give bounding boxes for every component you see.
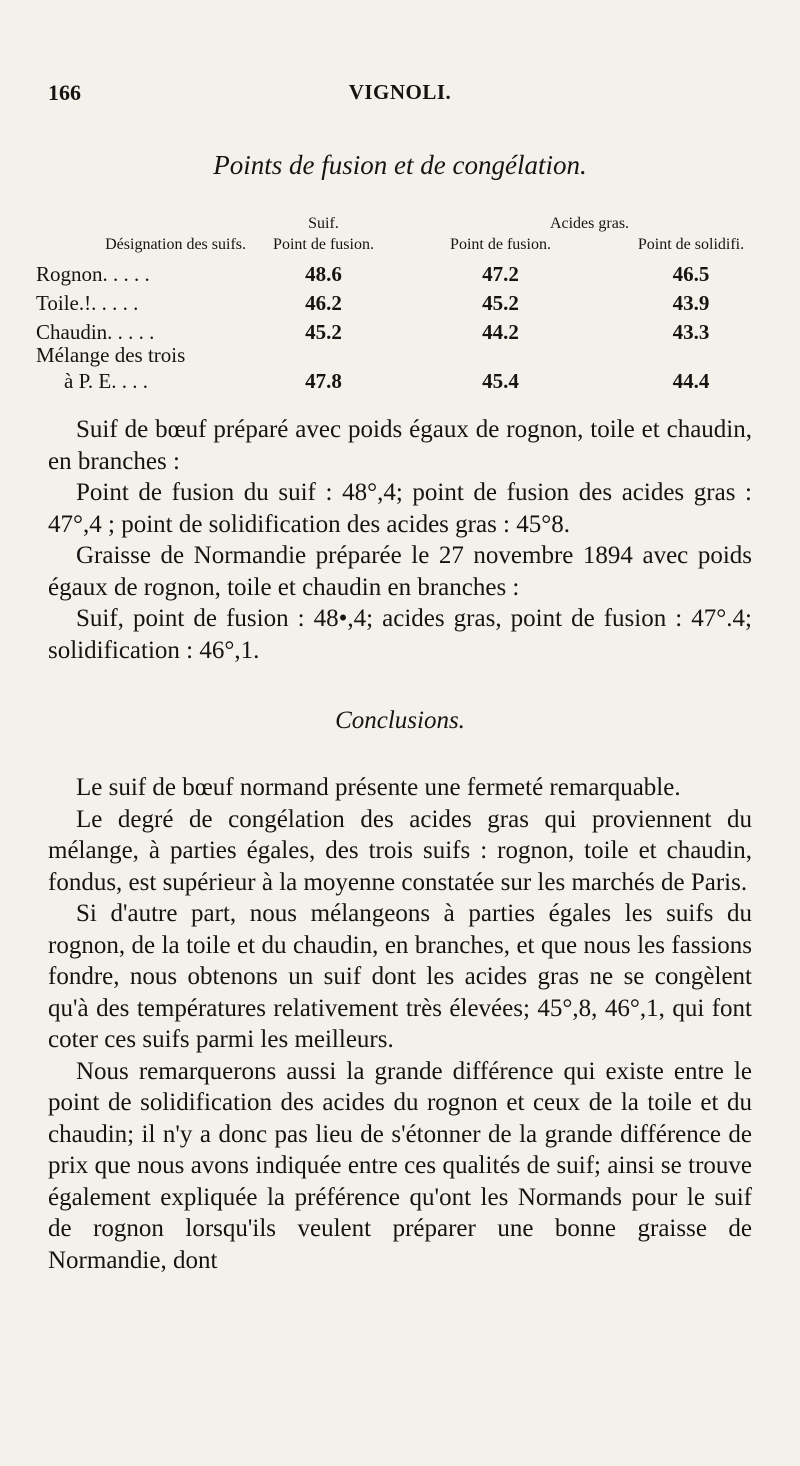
paragraph: Nous remarquerons aussi la grande différence qui existe entre le point de solidification des acides du rognon et ceux de la toile et du chaudin; il n'y a donc pas lieu de s'étonner de la grande différence de prix que nous avons indiquée entre ces qualités de suif; ainsi se trouve également expliquée la préférence qu'ont les Normands pour le suif de rognon lorsqu'ils veulent préparer une bonne graisse de Normandie, dont xyxy=(48,1057,752,1274)
body-text-block-1 xyxy=(48,414,752,666)
group-header-suif: Suif. xyxy=(308,215,339,232)
paragraph: Suif, point de fusion : 48•,4; acides gras, point de fusion : 47°.4; solidification : 46°,1. xyxy=(48,605,752,664)
cell-suif-fusion: 46.2 xyxy=(305,291,342,315)
cell-acides-fusion: 45.4 xyxy=(482,369,519,393)
body-text-block-2 xyxy=(48,772,752,1276)
cell-acides-solidification: 44.4 xyxy=(672,369,710,393)
row-name: Chaudin. . . . . xyxy=(36,320,155,344)
paragraph: Graisse de Normandie préparée le 27 novembre 1894 avec poids égaux de rognon, toile et chaudin en branches : xyxy=(48,542,752,601)
row-name: Rognon. . . . . xyxy=(36,262,150,286)
column-header-acides-fusion: Point de fusion. xyxy=(450,236,551,253)
cell-acides-solidification: 43.9 xyxy=(672,291,710,315)
cell-suif-fusion: 47.8 xyxy=(305,369,342,393)
paragraph: Suif de bœuf préparé avec poids égaux de rognon, toile et chaudin, en branches : xyxy=(48,416,752,475)
paragraph: Point de fusion du suif : 48°,4; point de fusion des acides gras : 47°,4 ; point de solidification des acides gras : 45°8. xyxy=(48,479,752,538)
row-name-continued: à P. E. . . . xyxy=(64,369,148,393)
section-heading-conclusions: Conclusions. xyxy=(335,707,465,734)
column-header-acides-solidification: Point de solidifi. xyxy=(637,236,745,253)
cell-acides-solidification: 43.3 xyxy=(672,320,710,344)
group-header-acides: Acides gras. xyxy=(549,215,630,232)
column-header-suif-fusion: Point de fusion. xyxy=(273,236,374,253)
row-name: Toile.!. . . . . xyxy=(36,291,139,315)
table-title: Points de fusion et de congélation. xyxy=(213,150,587,180)
page-header xyxy=(48,80,752,110)
cell-acides-fusion: 44.2 xyxy=(482,320,519,344)
cell-suif-fusion: 48.6 xyxy=(305,262,342,286)
cell-acides-fusion: 45.2 xyxy=(482,291,519,315)
paragraph: Le suif de bœuf normand présente une fermeté remarquable. xyxy=(76,774,681,801)
table-row xyxy=(36,262,766,290)
cell-suif-fusion: 45.2 xyxy=(305,320,342,344)
cell-acides-fusion: 47.2 xyxy=(482,262,519,286)
paragraph: Si d'autre part, nous mélangeons à parties égales les suifs du rognon, de la toile et du chaudin, en branches, et que nous les fassions fondre, nous obtenons un suif dont les acides gras ne se congèlent qu'à des températures relativement très élevées; 45°,8, 46°,1, qui font coter ces suifs parmi les meilleurs. xyxy=(48,900,752,1053)
page-number: 166 xyxy=(48,80,81,105)
row-name: Mélange des trois xyxy=(36,343,186,367)
table-group-headers xyxy=(36,215,766,237)
table-row xyxy=(36,369,766,397)
table-row xyxy=(36,291,766,319)
table-row xyxy=(36,343,766,371)
cell-acides-solidification: 46.5 xyxy=(672,262,710,286)
table-column-headers xyxy=(36,236,766,258)
column-header-designation: Désignation des suifs. xyxy=(105,236,246,253)
paragraph: Le degré de congélation des acides gras qui proviennent du mélange, à parties égales, des trois suifs : rognon, toile et chaudin, fondus, est supérieur à la moyenne constatée sur les marchés de Paris. xyxy=(48,805,752,896)
running-head: VIGNOLI. xyxy=(348,80,452,104)
